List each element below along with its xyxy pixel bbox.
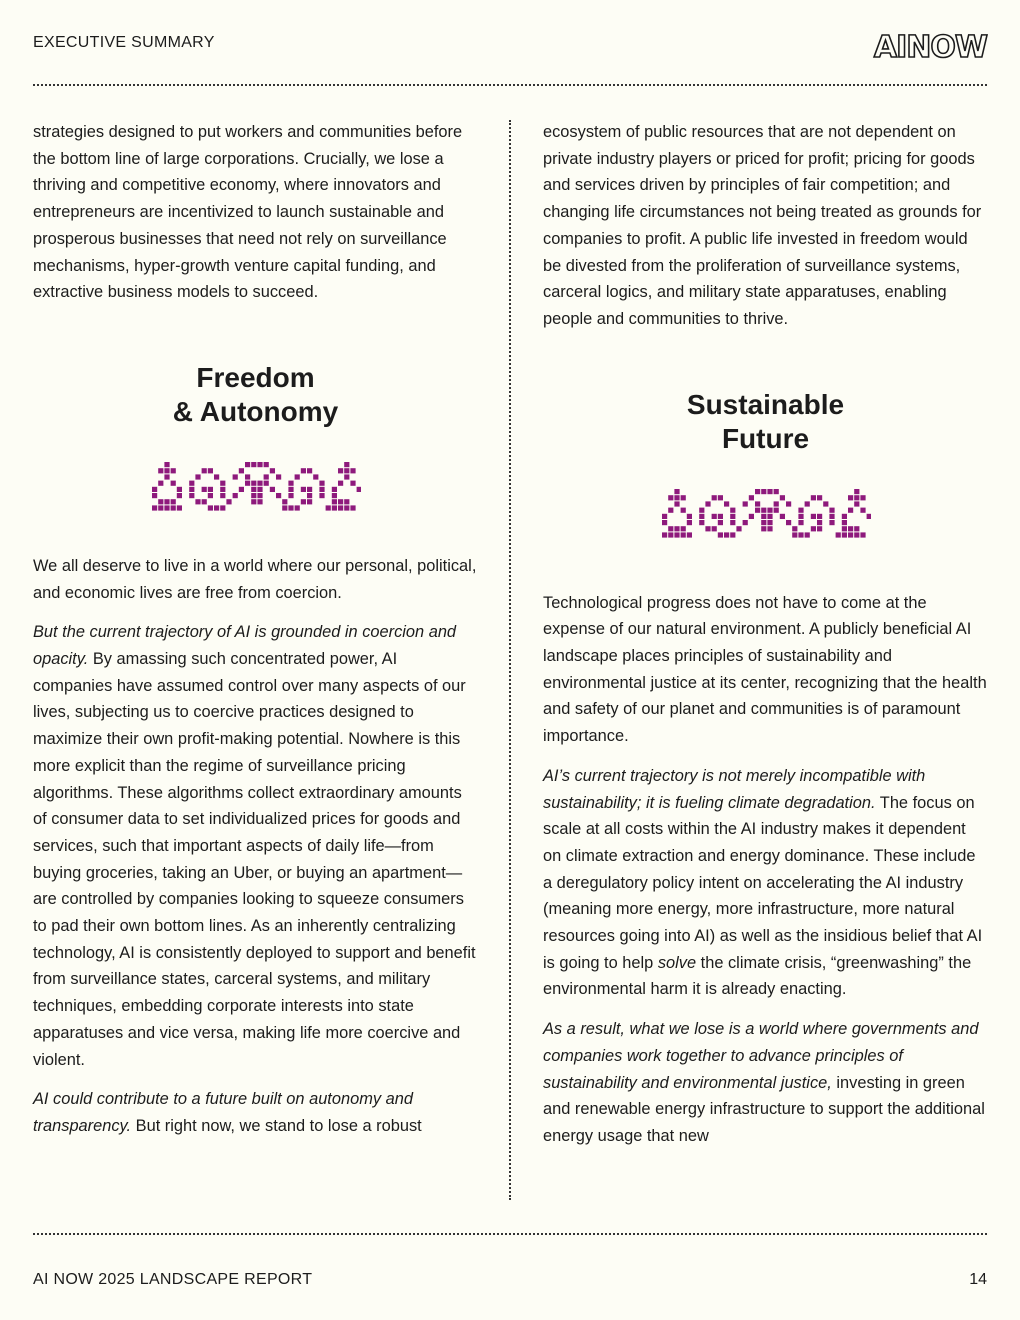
freedom-autonomy-title bbox=[33, 361, 478, 429]
top-divider bbox=[33, 84, 987, 86]
pixel-wave-motif-icon bbox=[151, 461, 361, 513]
title-line: Sustainable bbox=[686, 388, 845, 420]
freedom-paragraph-1: We all deserve to live in a world where our personal, political, and economic lives are free from coercion. bbox=[33, 556, 477, 602]
freedom-paragraph-3 bbox=[33, 1086, 478, 1139]
emphasis-text: AI could contribute to a future built on autonomy and transparency. bbox=[33, 1090, 413, 1135]
column-divider bbox=[509, 120, 511, 1200]
emphasis-text: AI’s current trajectory is not merely incompatible with sustainability; it is fueling climate degradation. bbox=[543, 766, 926, 812]
body-text: investing in green and renewable energy infrastructure to support the additional energy usage that new bbox=[543, 1073, 985, 1145]
title-line: Freedom bbox=[196, 361, 315, 393]
body-text: By amassing such concentrated power, AI companies have assumed control over many aspects of our lives, subjecting us to coercive practices designed to maximize their own profit-making potential. Nowhere is this more explicit than the regime of surveillance pricing algorithms. These algorithms collect extraordinary amounts of consumer data to set individualized prices for goods and services, such that important aspects of daily life—from buying groceries, taking an Uber, or buying an apartment—are controlled by companies looking to squeeze consumers to pad their own bottom lines. As an inherently centralizing technology, AI is consistently deployed to support and benefit from surveillance states, carceral systems, and military techniques, embedding corporate interests into state apparatuses and vice versa, making life more coercive and violent. bbox=[33, 650, 476, 1069]
left-column bbox=[33, 119, 478, 1153]
ainow-logo: AINOW bbox=[873, 30, 987, 65]
sustainable-paragraph-1: Technological progress does not have to come at the expense of our natural environment. A publicly beneficial AI landscape places principles of sustainability and environmental justice at its center, recognizing that the health and safety of our planet and communities is of paramount importance. bbox=[543, 593, 987, 746]
emphasis-text: As a result, what we lose is a world where governments and companies work together to advance principles of sustainability and environmental justice, bbox=[543, 1020, 979, 1092]
right-column bbox=[543, 119, 988, 1163]
page-number: 14 bbox=[969, 1271, 987, 1288]
emphasis-text: solve bbox=[657, 953, 697, 972]
pixel-wave-motif-icon bbox=[661, 488, 871, 540]
title-line: & Autonomy bbox=[172, 395, 339, 427]
sustainable-paragraph-3 bbox=[543, 1016, 988, 1150]
freedom-paragraph-2 bbox=[33, 619, 478, 1073]
report-title-footer: AI NOW 2025 LANDSCAPE REPORT bbox=[33, 1271, 313, 1288]
right-intro-paragraph: ecosystem of public resources that are not dependent on private industry players or priced for profit; pricing for goods and services driven by principles of fair competition; and changing life circumstances not being treated as grounds for companies to profit. A public life invested in freedom would be divested from the proliferation of surveillance systems, carceral logics, and military state apparatuses, enabling people and communities to thrive. bbox=[543, 123, 982, 328]
sustainable-future-title bbox=[543, 388, 988, 456]
body-text: But right now, we stand to lose a robust bbox=[131, 1116, 422, 1135]
body-text: the climate crisis, “greenwashing” the environmental harm it is already enacting. bbox=[543, 953, 972, 999]
title-line: Future bbox=[721, 422, 810, 454]
sustainable-paragraph-2 bbox=[543, 763, 988, 1003]
bottom-divider bbox=[33, 1233, 987, 1235]
body-text: The focus on scale at all costs within the AI industry makes it dependent on climate extraction and energy dominance. These include a deregulatory policy intent on accelerating the AI industry (meaning more energy, more infrastructure, more natural resources going into AI) as well as the insidious belief that AI is going to help bbox=[543, 793, 983, 972]
emphasis-text: But the current trajectory of AI is grounded in coercion and opacity. bbox=[33, 623, 457, 669]
left-intro-paragraph: strategies designed to put workers and communities before the bottom line of large corporations. Crucially, we lose a thriving and competitive economy, where innovators and entrepreneurs are incentivized to launch sustainable and prosperous businesses that need not rely on surveillance mechanisms, hyper-growth venture capital funding, and extractive business models to succeed. bbox=[33, 123, 463, 302]
section-header: EXECUTIVE SUMMARY bbox=[33, 34, 215, 51]
